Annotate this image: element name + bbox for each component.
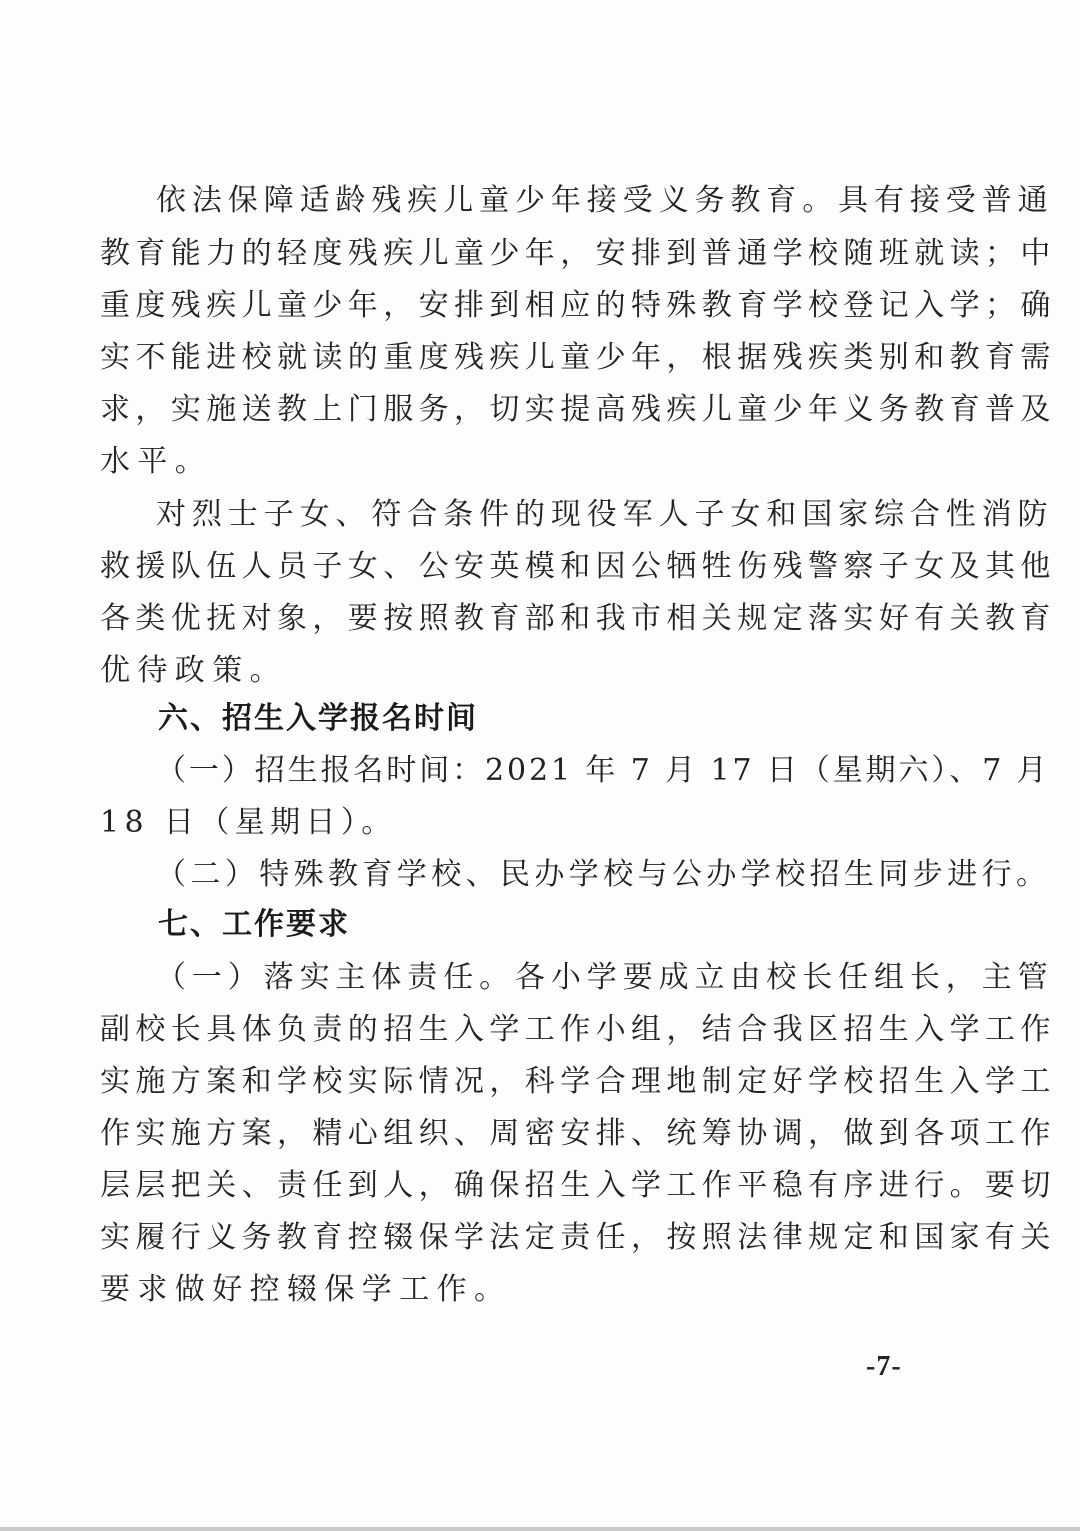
paragraph-line: 实施方案和学校实际情况，科学合理地制定好学校招生入学工 — [100, 1064, 1056, 1099]
paragraph-line: 优待政策。 — [100, 653, 287, 688]
paragraph-line: （一）招生报名时间：2021 年 7 月 17 日（星期六）、7 月 — [156, 753, 1050, 788]
paragraph-line: 依法保障适龄残疾儿童少年接受义务教育。具有接受普通 — [156, 183, 1054, 218]
paragraph-line: 重度残疾儿童少年，安排到相应的特殊教育学校登记入学；确 — [100, 288, 1056, 323]
paragraph-line: （一）落实主体责任。各小学要成立由校长任组长，主管 — [156, 960, 1054, 995]
paragraph-line: 层层把关、责任到人，确保招生入学工作平稳有序进行。要切 — [100, 1168, 1056, 1203]
paragraph-line: 要求做好控辍保学工作。 — [100, 1272, 512, 1307]
section-heading-7: 七、工作要求 — [158, 907, 350, 942]
paragraph-line: 实不能进校就读的重度残疾儿童少年，根据残疾类别和教育需 — [100, 340, 1056, 375]
page-number: -7- — [866, 1351, 902, 1382]
paragraph-line: 求，实施送教上门服务，切实提高残疾儿童少年义务教育普及 — [100, 392, 1056, 427]
section-heading-6: 六、招生入学报名时间 — [158, 701, 478, 736]
paragraph-line: 实履行义务教育控辍保学法定责任，按照法律规定和国家有关 — [100, 1220, 1056, 1255]
paragraph-line: 作实施方案，精心组织、周密安排、统筹协调，做到各项工作 — [100, 1116, 1056, 1151]
paragraph-line: 18 日（星期日）。 — [100, 805, 397, 840]
paragraph-line: 各类优抚对象，要按照教育部和我市相关规定落实好有关教育 — [100, 601, 1056, 636]
paragraph-line: 水平。 — [100, 444, 213, 479]
paragraph-line: 救援队伍人员子女、公安英模和因公牺牲伤残警察子女及其他 — [100, 549, 1056, 584]
bottom-edge-rule — [0, 1527, 1080, 1531]
paragraph-line: （二）特殊教育学校、民办学校与公办学校招生同步进行。 — [156, 857, 1051, 892]
paragraph-line: 教育能力的轻度残疾儿童少年，安排到普通学校随班就读；中 — [100, 236, 1056, 271]
paragraph-line: 副校长具体负责的招生入学工作小组，结合我区招生入学工作 — [100, 1012, 1056, 1047]
paragraph-line: 对烈士子女、符合条件的现役军人子女和国家综合性消防 — [156, 497, 1054, 532]
